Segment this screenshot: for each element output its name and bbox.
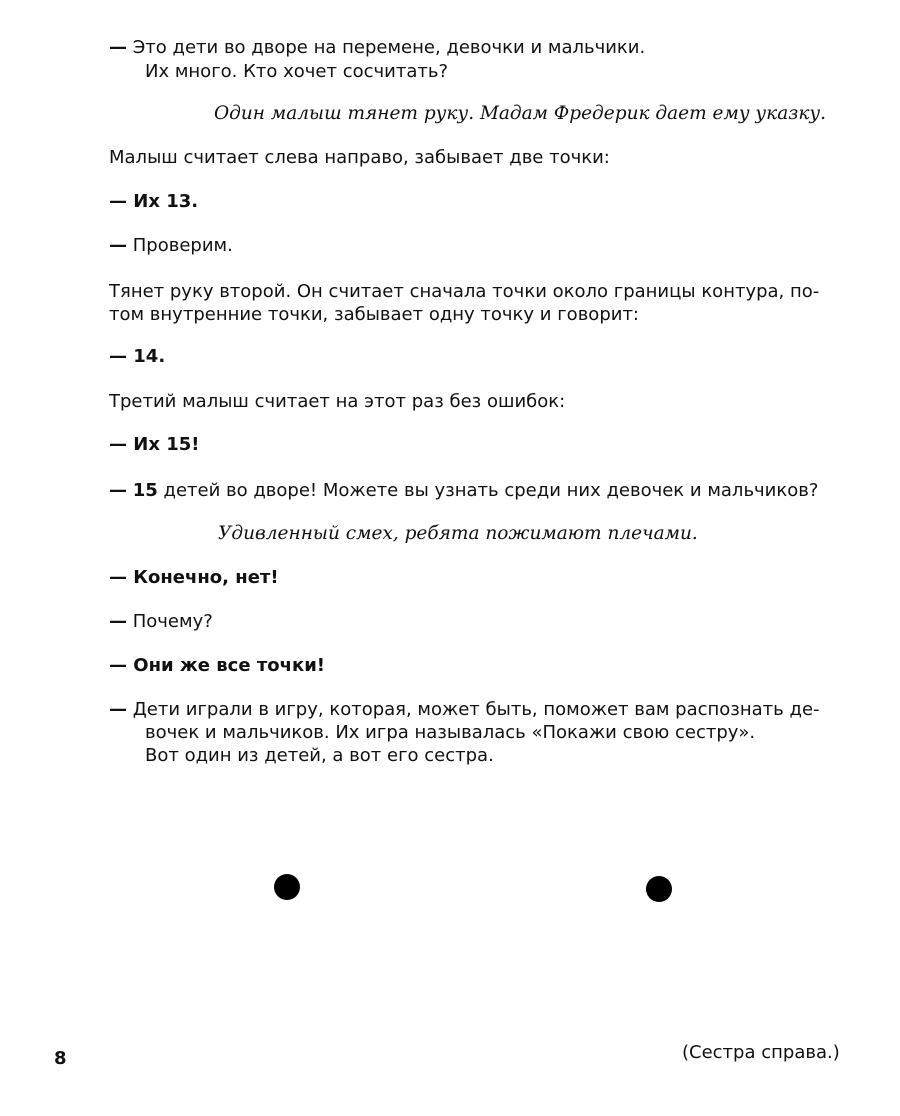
dash: — <box>109 611 127 632</box>
stage-direction-2: Удивленный смех, ребята пожимают плечами. <box>218 523 698 544</box>
dialogue-line-11-part-1 <box>109 698 820 721</box>
dash: — <box>109 655 127 676</box>
dialogue-line-9 <box>109 610 213 633</box>
figure-caption: (Сестра справа.) <box>682 1042 840 1063</box>
bold-number: 15 <box>132 480 158 501</box>
dialogue-line-5 <box>109 345 165 368</box>
line-text: Проверим. <box>132 235 233 256</box>
dialogue-line-2: Их много. Кто хочет сосчитать? <box>145 61 448 82</box>
dash: — <box>109 235 127 256</box>
dash: — <box>109 434 127 455</box>
line-text: Их 15! <box>133 434 200 455</box>
stage-direction-1: Один малыш тянет руку. Мадам Фредерик дает ему указку. <box>214 103 826 124</box>
dialogue-line-8 <box>109 566 279 589</box>
dialogue-line-10 <box>109 654 325 677</box>
dialogue-line-1 <box>109 36 645 59</box>
narration-1: Малыш считает слева направо, забывает две точки: <box>109 147 610 168</box>
line-text: Это дети во дворе на перемене, девочки и мальчики. <box>132 37 646 58</box>
dash: — <box>109 346 127 367</box>
dash: — <box>109 191 127 212</box>
line-text: Их 13. <box>133 191 199 212</box>
line-text: Почему? <box>132 611 213 632</box>
dialogue-line-3 <box>109 190 198 213</box>
line-text: Дети играли в игру, которая, может быть, поможет вам распознать де- <box>132 699 820 720</box>
line-text: Они же все точки! <box>133 655 326 676</box>
narration-3: Третий малыш считает на этот раз без ошибок: <box>109 391 566 412</box>
dash: — <box>109 37 127 58</box>
narration-2-line-2: том внутренние точки, забывает одну точку и говорит: <box>109 304 639 325</box>
sister-dot <box>646 876 672 902</box>
dash: — <box>109 567 127 588</box>
child-dot <box>274 874 300 900</box>
dash: — <box>109 699 127 720</box>
dialogue-line-11-part-3: Вот один из детей, а вот его сестра. <box>145 745 494 766</box>
dialogue-line-7 <box>109 479 818 502</box>
narration-2-line-1: Тянет руку второй. Он считает сначала точки около границы контура, по- <box>109 281 820 302</box>
page-number: 8 <box>54 1048 67 1069</box>
line-text: 14. <box>133 346 166 367</box>
dialogue-line-4 <box>109 234 233 257</box>
dash: — <box>109 480 127 501</box>
dialogue-line-11-part-2: вочек и мальчиков. Их игра называлась «Покажи свою сестру». <box>145 722 756 743</box>
dialogue-line-6 <box>109 433 199 456</box>
line-text: детей во дворе! Можете вы узнать среди них девочек и мальчиков? <box>157 480 819 501</box>
line-text: Конечно, нет! <box>133 567 279 588</box>
